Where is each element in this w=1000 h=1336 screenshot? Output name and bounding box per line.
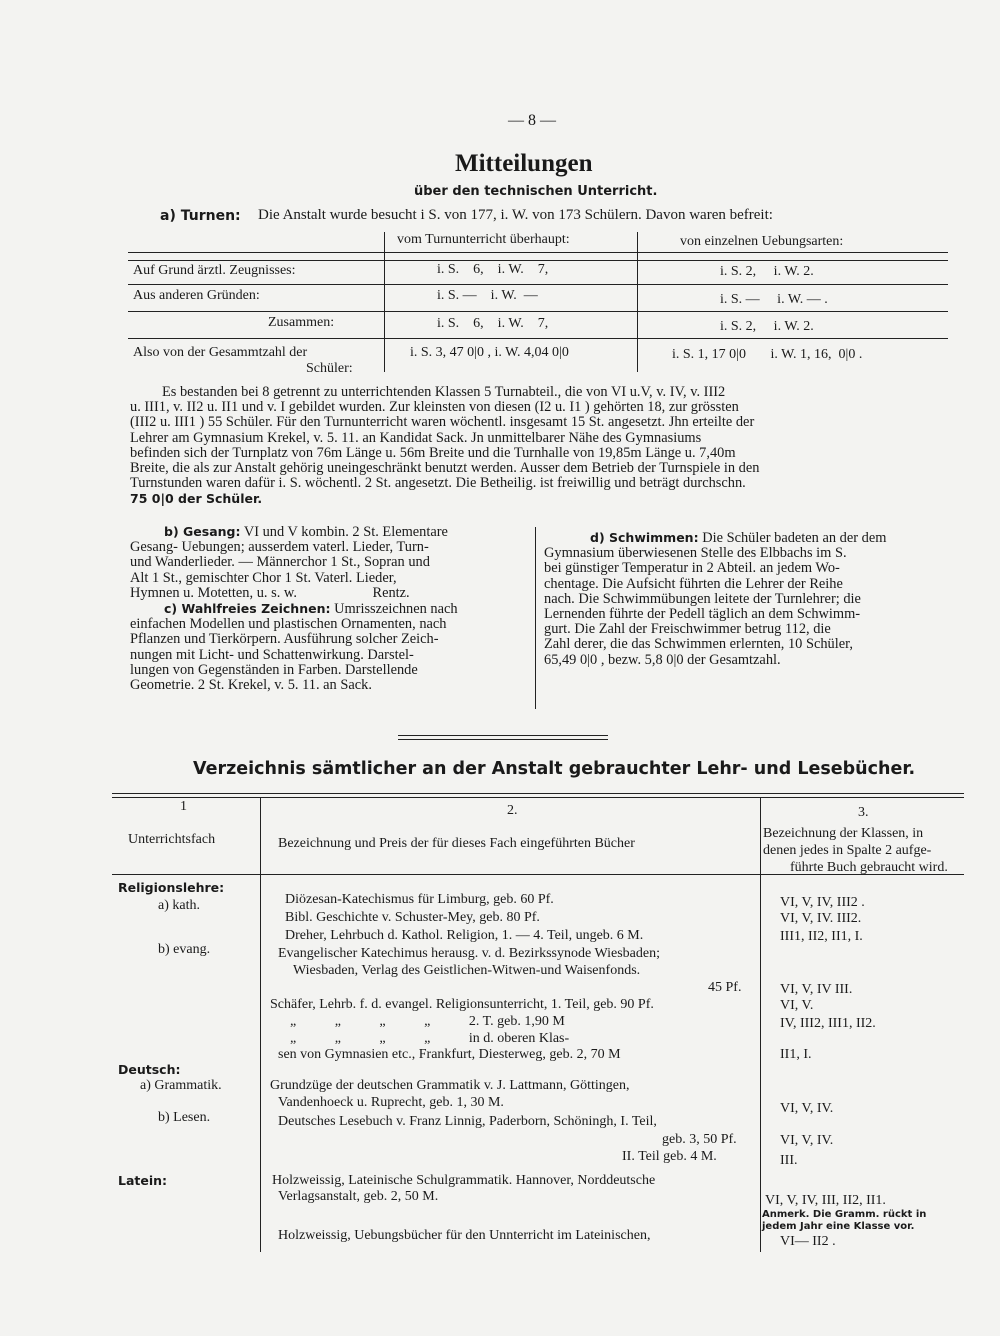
turnen-table-rule [128, 284, 948, 285]
book-entry: Schäfer, Lehrb. f. d. evangel. Religionsunterricht, 1. Teil, geb. 90 Pf. [270, 997, 654, 1012]
section-separator [398, 735, 608, 736]
book-entry: 45 Pf. [708, 980, 742, 995]
paragraph-line: und Wanderlieder. — Männerchor 1 St., Sopran und [130, 555, 430, 571]
class-entry: VI, V, IV, III, II2, II1. [765, 1193, 886, 1208]
column-divider [535, 527, 536, 709]
paragraph-line: gurt. Die Zahl der Freischwimmer betrug 112, die [544, 622, 831, 638]
turnen-row-right: i. S. — i. W. — . [720, 292, 828, 307]
zeichnen-label: c) Wahlfreies Zeichnen: [164, 601, 331, 617]
book-entry: „ „ „ „ in d. oberen Klas- [290, 1031, 570, 1046]
book-entry: Evangelischer Katechimus herausg. v. d. Bezirkssynode Wiesbaden; [278, 946, 660, 961]
schwimmen-label: d) Schwimmen: [590, 530, 699, 545]
class-entry: II1, I. [780, 1047, 812, 1062]
book-table-vline [760, 797, 761, 1252]
turnen-row-right: i. S. 2, i. W. 2. [720, 264, 814, 279]
class-entry: VI, V, IV III. [780, 982, 853, 997]
col-header: denen jedes in Spalte 2 aufge- [763, 843, 932, 858]
paragraph-line: Es bestanden bei 8 getrennt zu unterrichtenden Klassen 5 Turnabteil., die von VI u.V, v. IV, v. III2 [162, 385, 726, 400]
book-entry: geb. 3, 50 Pf. [662, 1132, 737, 1147]
turnen-row-left: i. S. — i. W. — [437, 288, 538, 303]
section-separator [398, 739, 608, 740]
annotation-note: Anmerk. Die Gramm. rückt in [762, 1209, 927, 1220]
subject-label: b) evang. [158, 942, 211, 957]
book-entry: „ „ „ „ 2. T. geb. 1,90 M [290, 1014, 565, 1029]
turnen-table-vline [384, 232, 385, 372]
class-entry: VI— II2 . [780, 1234, 836, 1249]
turnen-row-left: i. S. 3, 47 0|0 , i. W. 4,04 0|0 [410, 345, 569, 360]
book-entry: Grundzüge der deutschen Grammatik v. J. Lattmann, Göttingen, [270, 1078, 630, 1093]
turnen-row-label: Aus anderen Gründen: [133, 288, 260, 303]
col-number: 2. [507, 803, 518, 818]
col-number: 1 [180, 799, 187, 814]
turnen-row-label: Zusammen: [268, 315, 335, 330]
turnen-row-label: Auf Grund ärztl. Zeugnisses: [133, 263, 296, 278]
paragraph-line: lungen von Gegenständen in Farben. Darstellende [130, 662, 418, 678]
paragraph-line: nungen mit Licht- und Schattenwirkung. Darstel- [130, 647, 414, 663]
paragraph-line: 65,49 0|0 , bezw. 5,8 0|0 der Gesamtzahl. [544, 652, 781, 668]
paragraph-line: Breite, die als zur Anstalt gehörig uneingeschränkt benutzt werden. Ausser dem Betrieb der Turnspiele in den [130, 461, 760, 477]
turnen-table-rule [128, 252, 948, 253]
turnen-paragraph [130, 385, 950, 507]
class-entry: III. [780, 1153, 798, 1168]
book-entry: II. Teil geb. 4 M. [622, 1149, 717, 1164]
turnen-row-label-2: Schüler: [306, 361, 353, 376]
paragraph-line: Turnstunden waren dafür i. S. wöchentl. 2 St. angesetzt. Die Betheilig. ist freiwillig und beträgt durchschn. [130, 476, 746, 492]
schwimmen-block [544, 530, 949, 668]
col-header: führte Buch gebraucht wird. [790, 860, 948, 875]
book-entry: Vandenhoeck u. Ruprecht, geb. 1, 30 M. [278, 1095, 504, 1110]
paragraph-line: (III2 u. III1 ) 55 Schüler. Für den Turnunterricht waren wöchentl. insgesamt 15 St. angesetzt. Jhn erteilte der [130, 415, 755, 431]
paragraph-line [130, 601, 530, 617]
book-entry: Holzweissig, Uebungsbücher für den Unnterricht im Lateinischen, [278, 1228, 651, 1243]
subject-label: Religionslehre: [118, 880, 225, 895]
turnen-head-left: vom Turnunterricht überhaupt: [397, 232, 570, 247]
class-entry: VI, V, IV. III2. [780, 911, 862, 926]
subject-label: a) kath. [158, 898, 200, 913]
subject-label: Deutsch: [118, 1062, 181, 1077]
zeichnen-text: Umrisszeichnen nach [330, 601, 458, 618]
paragraph-line: Gymnasium überwiesenen Stelle des Elbbachs im S. [544, 546, 847, 562]
class-entry: IV, III2, III1, II2. [780, 1016, 876, 1031]
book-entry: Verlagsanstalt, geb. 2, 50 M. [278, 1189, 439, 1204]
annotation-note: jedem Jahr eine Klasse vor. [762, 1221, 915, 1232]
turnen-table-vline [637, 232, 638, 372]
paragraph-line: nach. Die Schwimmübungen leitete der Turnlehrer; die [544, 591, 861, 607]
book-entry: Bibl. Geschichte v. Schuster-Mey, geb. 80 Pf. [285, 910, 540, 925]
paragraph-line: Lehrer am Gymnasium Krekel, v. 5. 11. an Kandidat Sack. Jn unmittelbarer Nähe des Gymnasiums [130, 430, 702, 446]
turnen-row-label: Also von der Gesammtzahl der [133, 345, 308, 360]
paragraph-line: Gesang- Uebungen; ausserdem vaterl. Lieder, Turn- [130, 540, 429, 556]
paragraph-line: Zahl derer, die das Schwimmen erlernten, 10 Schüler, [544, 637, 853, 653]
class-entry: VI, V, IV. [780, 1133, 834, 1148]
book-entry: Deutsches Lesebuch v. Franz Linnig, Paderborn, Schöningh, I. Teil, [278, 1114, 657, 1129]
book-entry: Holzweissig, Lateinische Schulgrammatik. Hannover, Norddeutsche [272, 1173, 656, 1188]
col-header: Unterrichtsfach [128, 832, 216, 847]
turnen-table-rule [128, 260, 948, 261]
col-number: 3. [858, 805, 869, 820]
paragraph-line: Hymnen u. Motetten, u. s. w. Rentz. [130, 585, 410, 601]
paragraph-line: Lernenden führte der Pedell täglich an dem Schwimm- [544, 607, 861, 623]
book-entry: Diözesan-Katechismus für Limburg, geb. 60 Pf. [285, 892, 554, 907]
paragraph-line: Geometrie. 2 St. Krekel, v. 5. 11. an Sack. [130, 678, 372, 694]
schwimmen-text: Die Schüler badeten an der dem [698, 530, 887, 546]
subject-label: a) Grammatik. [140, 1078, 222, 1093]
class-entry: VI, V. [780, 998, 814, 1013]
book-entry: Dreher, Lehrbuch d. Kathol. Religion, 1. — 4. Teil, ungeb. 6 M. [285, 928, 644, 943]
class-entry: VI, V, IV. [780, 1101, 834, 1116]
class-entry: VI, V, IV, III2 . [780, 895, 865, 910]
section-title-mitteilungen: Mitteilungen [455, 150, 593, 177]
turnen-table-rule [128, 338, 948, 339]
gesang-label: b) Gesang: [164, 524, 241, 539]
section-title-verzeichnis: Verzeichnis sämtlicher an der Anstalt gebrauchter Lehr- und Lesebücher. [193, 759, 916, 779]
turnen-row-right: i. S. 1, 17 0|0 i. W. 1, 16, 0|0 . [672, 347, 863, 362]
paragraph-line: bei günstiger Temperatur in 2 Abteil. an jedem Wo- [544, 561, 840, 577]
page-number: — 8 — [508, 112, 556, 129]
col-header: Bezeichnung der Klassen, in [763, 826, 924, 841]
paragraph-line: einfachen Modellen und plastischen Ornamenten, nach [130, 617, 447, 633]
gesang-block [130, 524, 530, 693]
paragraph-line [130, 524, 530, 540]
book-entry: sen von Gymnasien etc., Frankfurt, Diesterweg, geb. 2, 70 M [278, 1047, 621, 1062]
subject-label: Latein: [118, 1173, 168, 1188]
turnen-row-left: i. S. 6, i. W. 7, [437, 262, 549, 277]
turnen-label: a) Turnen: [160, 208, 241, 224]
gesang-text: VI und V kombin. 2 St. Elementare [240, 524, 448, 540]
paragraph-line: chentage. Die Aufsicht führten die Lehrer der Reihe [544, 576, 843, 592]
turnen-row-left: i. S. 6, i. W. 7, [437, 316, 549, 331]
turnen-intro: Die Anstalt wurde besucht i S. von 177, i. W. von 173 Schülern. Davon waren befreit: [258, 207, 773, 223]
section-subtitle: über den technischen Unterricht. [414, 184, 658, 199]
book-table-vline [260, 797, 261, 1252]
book-table-rule [112, 793, 964, 794]
paragraph-line: 75 0|0 der Schüler. [130, 491, 263, 507]
book-entry: Wiesbaden, Verlag des Geistlichen-Witwen-und Waisenfonds. [293, 963, 641, 978]
paragraph-line: befinden sich der Turnplatz von 76m Länge u. 56m Breite und die Turnhalle von 19,85m Länge u. 7,40m [130, 445, 736, 461]
subject-label: b) Lesen. [158, 1110, 211, 1125]
paragraph-line: Alt 1 St., gemischter Chor 1 St. Vaterl. Lieder, [130, 570, 397, 586]
turnen-head-right: von einzelnen Uebungsarten: [680, 234, 844, 249]
book-table-rule [112, 797, 964, 798]
col-header: Bezeichnung und Preis der für dieses Fach eingeführten Bücher [278, 836, 635, 851]
class-entry: III1, II2, II1, I. [780, 929, 863, 944]
turnen-table-rule [128, 311, 948, 312]
paragraph-line: u. III1, v. II2 u. II1 und v. I gebildet wurden. Zur kleinsten von diesen (I2 u. I1 ) gehörten 18, zur grössten [130, 400, 739, 416]
turnen-row-right: i. S. 2, i. W. 2. [720, 319, 814, 334]
paragraph-line [544, 530, 949, 546]
paragraph-line: Pflanzen und Tierkörpern. Ausführung solcher Zeich- [130, 632, 439, 648]
